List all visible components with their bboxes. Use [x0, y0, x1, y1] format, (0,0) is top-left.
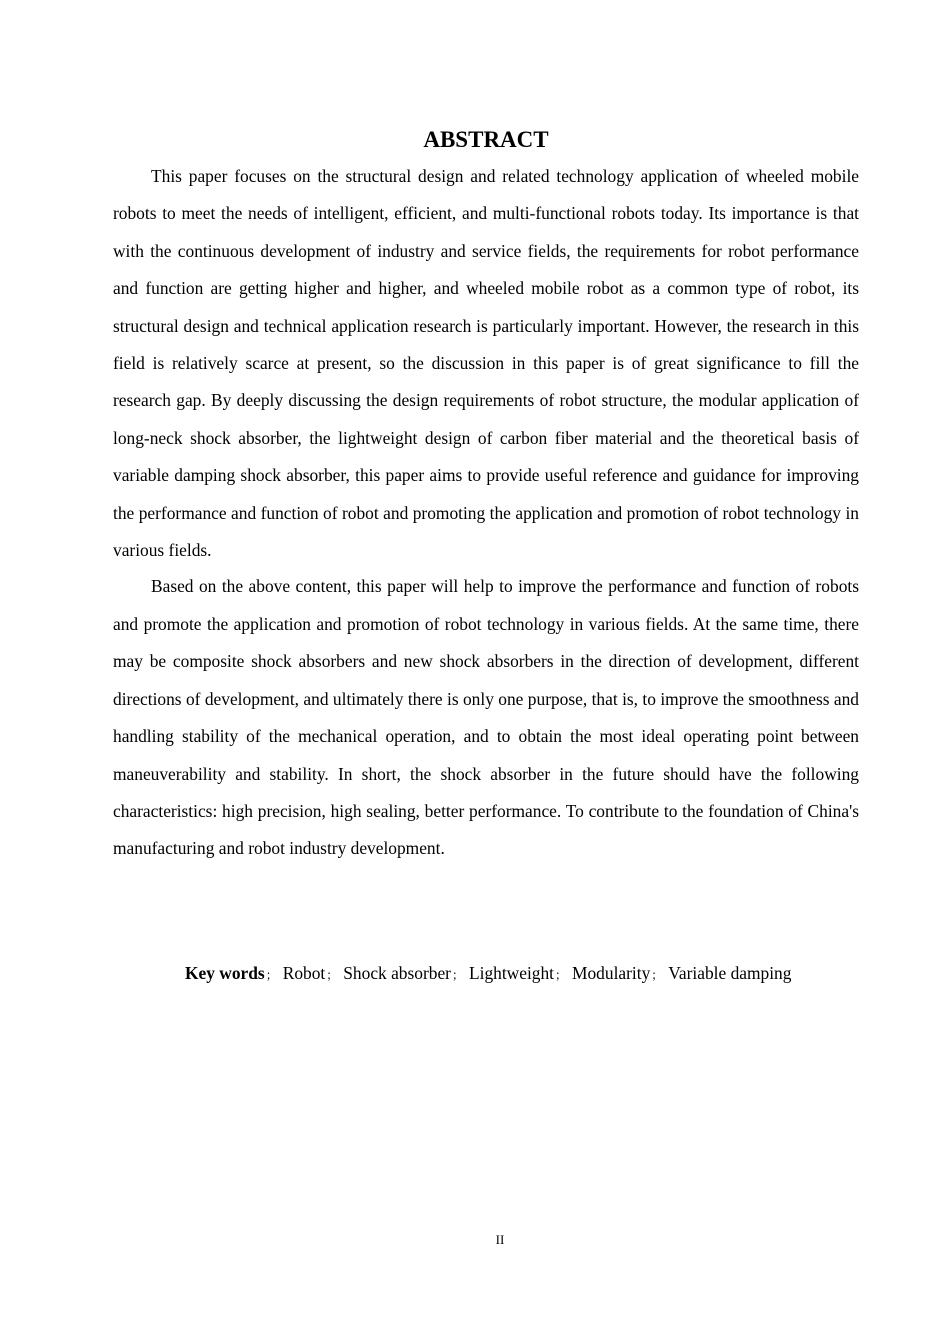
keywords-separator: ；	[451, 968, 464, 982]
keywords-separator: ；	[265, 968, 278, 982]
keyword-item: Variable damping	[668, 963, 792, 983]
keyword-item: Modularity	[572, 963, 651, 983]
keywords-label: Key words	[185, 963, 265, 983]
keywords-separator: ；	[326, 968, 339, 982]
page-number: II	[495, 1232, 505, 1247]
keyword-item: Robot	[282, 963, 326, 983]
keywords-separator: ；	[651, 968, 664, 982]
keyword-item: Lightweight	[468, 963, 554, 983]
keyword-item: Shock absorber	[343, 963, 451, 983]
keywords-separator: ；	[555, 968, 568, 982]
keywords-line	[185, 957, 791, 991]
abstract-body	[113, 158, 859, 868]
abstract-paragraph-1: This paper focuses on the structural design and related technology application of wheeled mobile robots to meet the needs of intelligent, efficient, and multi-functional robots today. Its importance is that with the continuous development of industry and service fields, the requirements for robot performance and function are getting higher and higher, and wheeled mobile robot as a common type of robot, its structural design and technical application research is particularly important. However, the research in this field is relatively scarce at present, so the discussion in this paper is of great significance to fill the research gap. By deeply discussing the design requirements of robot structure, the modular application of long-neck shock absorber, the lightweight design of carbon fiber material and the theoretical basis of variable damping shock absorber, this paper aims to provide useful reference and guidance for improving the performance and function of robot and promoting the application and promotion of robot technology in various fields.	[113, 166, 859, 561]
abstract-title: ABSTRACT	[423, 127, 549, 152]
abstract-paragraph-2: Based on the above content, this paper will help to improve the performance and function of robots and promote the application and promotion of robot technology in various fields. At the same time, there may be composite shock absorbers and new shock absorbers in the direction of development, different directions of development, and ultimately there is only one purpose, that is, to improve the smoothness and handling stability of the mechanical operation, and to obtain the most ideal operating point between maneuverability and stability. In short, the shock absorber in the future should have the following characteristics: high precision, high sealing, better performance. To contribute to the foundation of China's manufacturing and robot industry development.	[113, 576, 859, 859]
